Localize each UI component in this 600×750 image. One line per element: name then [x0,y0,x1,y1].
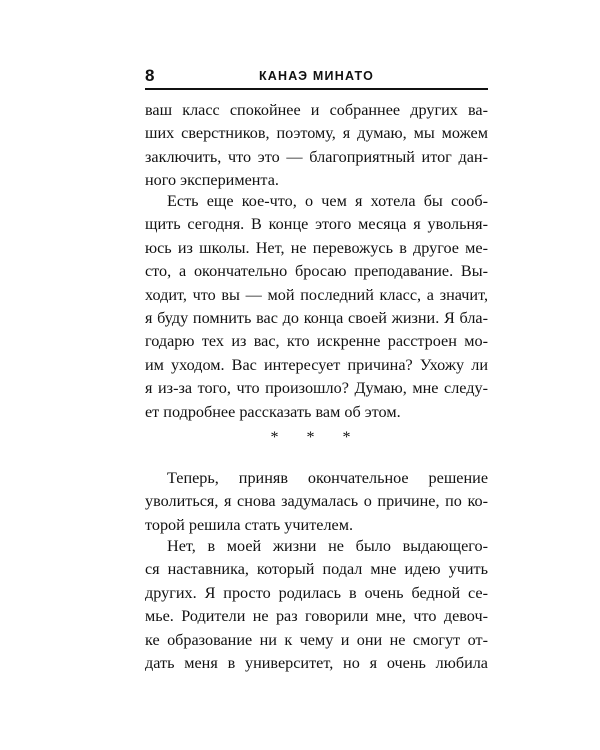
text-line: мье. Родители не раз говорили мне, что девоч- [145,607,488,626]
scene-break: * * * [270,429,363,446]
text-line: Теперь, приняв окончательное решение [167,469,488,487]
text-line: годарю тех из вас, кто искренне расстроен мо- [145,332,488,351]
book-title: КАНАЭ МИНАТО [258,69,375,83]
text-line: торой решила стать учителем. [145,515,354,534]
text-line: ке образование ни к чему и они не смогут от- [145,630,488,649]
text-line: им уходом. Вас интересует причина? Ухожу ли [145,355,488,374]
text-line: других. Я просто родилась в очень бедной се- [145,583,488,602]
text-line: ваш класс спокойнее и собраннее других ва- [145,101,488,119]
text-line: я буду помнить вас до конца своей жизни. Я бла- [145,308,488,327]
text-line: щить сегодня. В конце этого месяца я увольня- [145,215,488,234]
text-line: Нет, в моей жизни не было выдающего- [167,537,488,555]
text-line: ших сверстников, поэтому, я думаю, мы можем [145,124,488,143]
text-line: заключить, что это — благоприятный итог дан- [145,147,488,166]
paragraph-4 [145,535,488,675]
text-line: Есть еще кое-что, о чем я хотела бы сооб- [167,192,488,210]
paragraph-2 [145,190,488,424]
text-line: юсь из школы. Нет, не перевожусь в другое ме- [145,238,488,257]
text-line: ет подробнее рассказать вам об этом. [145,402,401,421]
text-line: уволиться, я снова задумалась о причине, по ко- [145,492,488,511]
text-line: ного эксперимента. [145,171,279,190]
page-number: 8 [145,66,155,85]
paragraph-3 [145,467,488,537]
text-line: ходит, что вы — мой последний класс, а значит, [145,285,488,304]
text-line: я из-за того, что произошло? Думаю, мне следу- [145,379,488,398]
running-head [145,66,488,90]
text-line: сто, а окончательно бросаю преподавание. Вы- [145,262,488,281]
paragraph-1 [145,99,488,193]
text-line: дать меня в университет, но я очень любила [145,653,488,672]
text-line: ся наставника, который подал мне идею учить [145,560,488,579]
